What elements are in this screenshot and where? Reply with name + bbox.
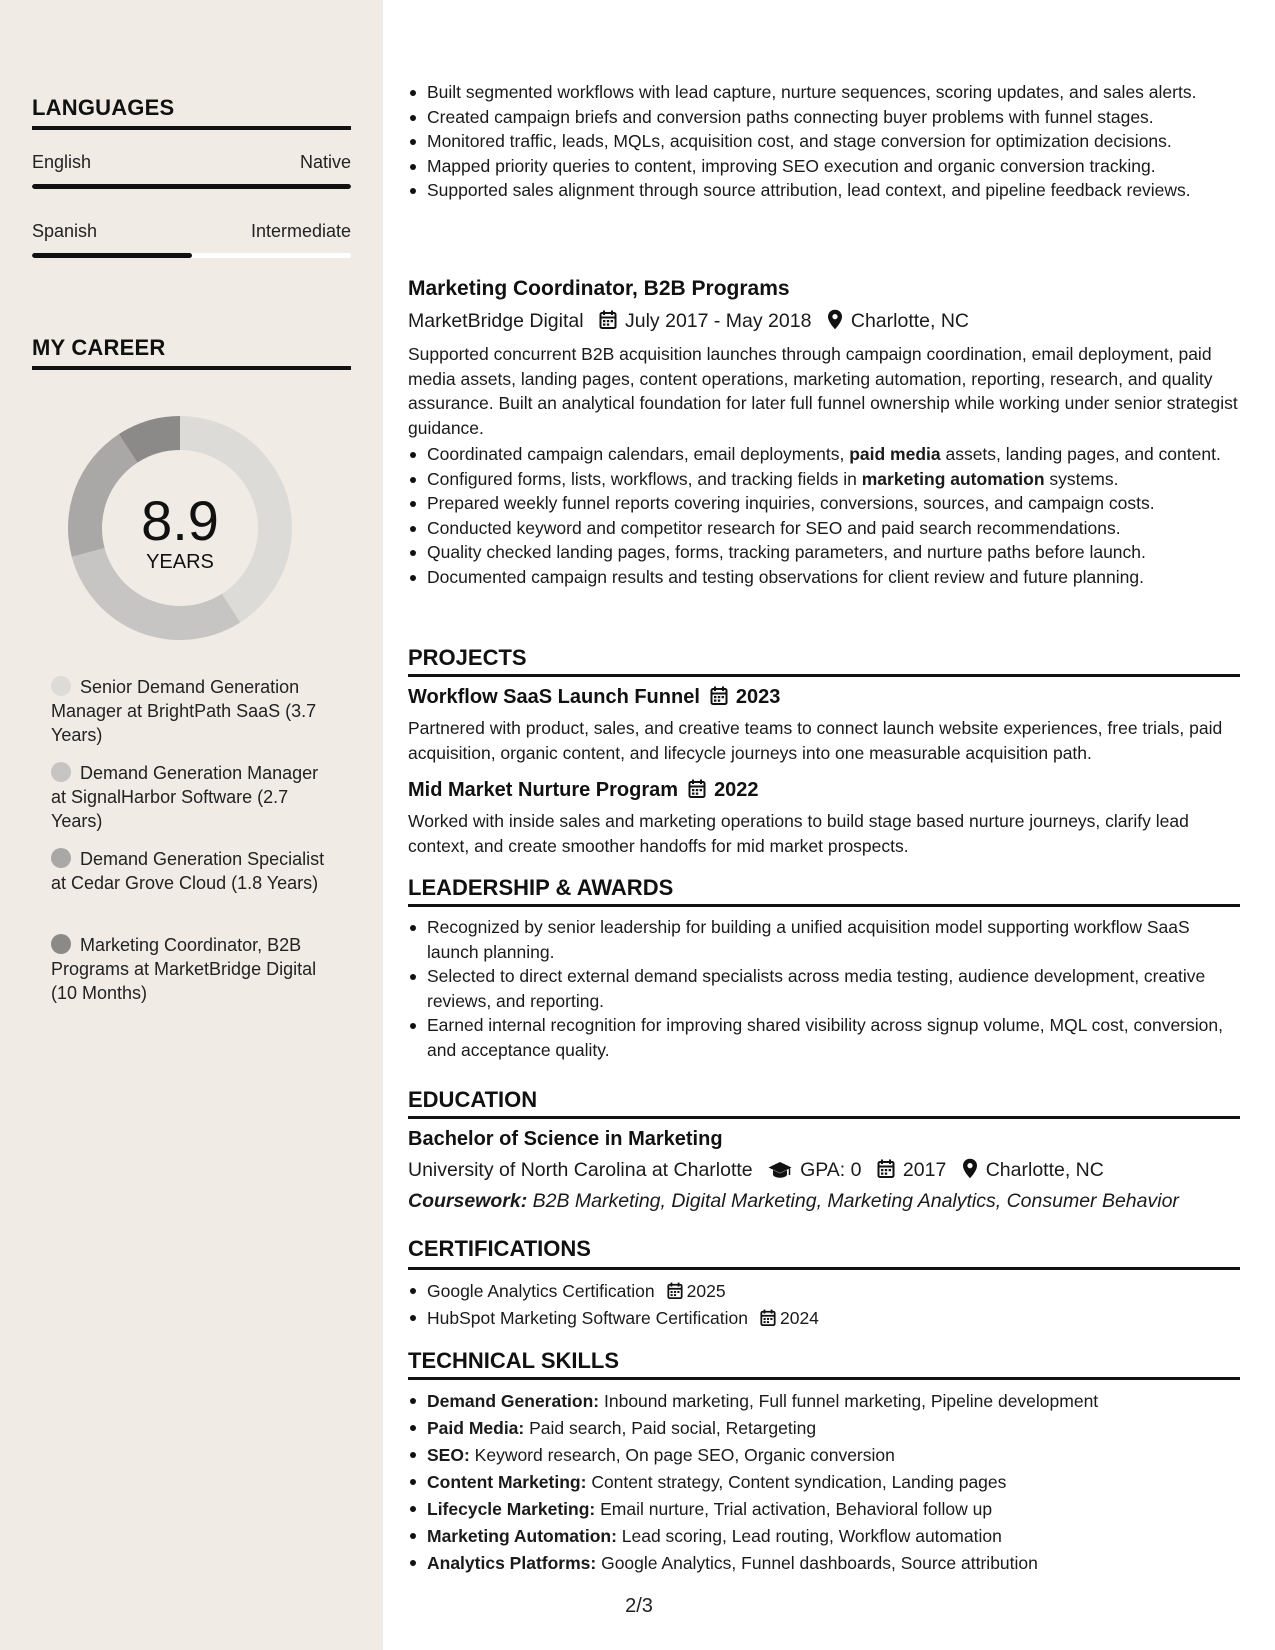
leadership-heading: LEADERSHIP & AWARDS xyxy=(408,875,674,900)
legend-swatch xyxy=(51,934,71,954)
language-proficiency-fill xyxy=(32,184,351,189)
education-heading: EDUCATION xyxy=(408,1087,538,1112)
certification-year: 2025 xyxy=(686,1281,726,1301)
career-donut-chart xyxy=(65,413,295,643)
skill-values: Keyword research, On page SEO, Organic conversion xyxy=(469,1445,895,1465)
project-year: 2023 xyxy=(735,686,781,708)
language-level: Intermediate xyxy=(250,221,351,241)
skill-category: Marketing Automation: xyxy=(427,1526,617,1546)
certification-item xyxy=(408,1278,1240,1305)
bullet-text: assets, landing pages, and content. xyxy=(940,444,1221,464)
education-degree: Bachelor of Science in Marketing xyxy=(408,1128,723,1150)
skill-category: Analytics Platforms: xyxy=(427,1553,597,1573)
calendar-icon xyxy=(877,1159,895,1179)
project-title: Mid Market Nurture Program xyxy=(408,779,679,801)
skill-values: Email nurture, Trial activation, Behavioral follow up xyxy=(595,1499,993,1519)
career-legend-item xyxy=(51,847,331,895)
job-title: Marketing Coordinator, B2B Programs xyxy=(408,277,790,300)
bullet-text: Coordinated campaign calendars, email deployments, xyxy=(427,444,850,464)
skill-category: Content Marketing: xyxy=(427,1472,587,1492)
location-pin-icon xyxy=(962,1158,978,1179)
legend-label: Demand Generation Specialist at Cedar Grove Cloud (1.8 Years) xyxy=(51,849,325,893)
project-title: Workflow SaaS Launch Funnel xyxy=(408,686,700,708)
legend-swatch xyxy=(51,848,71,868)
coursework-list: B2B Marketing, Digital Marketing, Marketing Analytics, Consumer Behavior xyxy=(527,1190,1179,1212)
skill-values: Paid search, Paid social, Retargeting xyxy=(524,1418,817,1438)
project-year: 2022 xyxy=(714,779,759,801)
skill-item xyxy=(408,1550,1240,1577)
bullet-item: Selected to direct external demand specialists across media testing, audience development, creative reviews, and reporting. xyxy=(408,964,1240,1013)
leadership-bullets xyxy=(408,915,1240,1062)
job-dates: July 2017 - May 2018 xyxy=(625,310,812,332)
calendar-icon xyxy=(710,686,728,706)
bullet-keyword: marketing automation xyxy=(861,468,1045,489)
language-name: Spanish xyxy=(32,221,98,241)
skill-item xyxy=(408,1523,1240,1550)
previous-job-bullets xyxy=(408,80,1240,203)
career-total-years: 8.9 xyxy=(141,489,219,552)
graduation-cap-icon xyxy=(768,1161,792,1179)
education-location: Charlotte, NC xyxy=(985,1159,1104,1181)
bullet-item: Prepared weekly funnel reports covering inquiries, conversions, sources, and campaign costs. xyxy=(408,491,1240,516)
certification-year: 2024 xyxy=(779,1308,819,1328)
skill-category: Demand Generation: xyxy=(427,1391,600,1411)
sidebar xyxy=(0,0,383,1650)
skill-values: Lead scoring, Lead routing, Workflow automation xyxy=(616,1526,1002,1546)
calendar-icon xyxy=(599,310,617,330)
skill-values: Inbound marketing, Full funnel marketing, Pipeline development xyxy=(599,1391,1099,1411)
language-level: Native xyxy=(299,152,351,172)
skill-values: Google Analytics, Funnel dashboards, Source attribution xyxy=(596,1553,1038,1573)
bullet-item xyxy=(408,467,1240,492)
bullet-item: Quality checked landing pages, forms, tracking parameters, and nurture paths before launch. xyxy=(408,540,1240,565)
career-heading: MY CAREER xyxy=(32,335,166,360)
career-legend-item xyxy=(51,761,331,833)
bullet-item: Mapped priority queries to content, improving SEO execution and organic conversion tracking. xyxy=(408,154,1240,179)
language-proficiency-bar xyxy=(32,184,351,189)
projects-heading-rule xyxy=(408,674,1240,677)
calendar-icon xyxy=(667,1282,683,1300)
job-bullets xyxy=(408,442,1240,589)
legend-swatch xyxy=(51,676,71,696)
education-gpa: GPA: 0 xyxy=(800,1159,862,1181)
coursework-label: Coursework: xyxy=(408,1190,528,1212)
bullet-item: Created campaign briefs and conversion paths connecting buyer problems with funnel stages. xyxy=(408,105,1240,130)
bullet-keyword: paid media xyxy=(849,444,941,464)
languages-heading: LANGUAGES xyxy=(32,95,175,120)
bullet-item: Conducted keyword and competitor research for SEO and paid search recommendations. xyxy=(408,516,1240,541)
education-meta xyxy=(408,1158,1240,1182)
skills-list xyxy=(408,1388,1240,1577)
languages-heading-rule xyxy=(32,126,351,130)
skill-item xyxy=(408,1388,1240,1415)
location-pin-icon xyxy=(827,309,843,330)
project-title-row xyxy=(408,779,1240,802)
certification-name: HubSpot Marketing Software Certification xyxy=(427,1308,748,1328)
bullet-item: Supported sales alignment through source attribution, lead context, and pipeline feedback reviews. xyxy=(408,178,1240,203)
project-title-row xyxy=(408,686,1240,709)
education-coursework xyxy=(408,1190,1240,1213)
job-summary: Supported concurrent B2B acquisition launches through campaign coordination, email deployment, paid media assets, landing pages, content operations, marketing automation, reporting, research, and quality assurance. Built an analytical foundation for later full funnel ownership while working under senior strategist guidance. xyxy=(408,344,1238,438)
bullet-item: Monitored traffic, leads, MQLs, acquisition cost, and stage conversion for optimization decisions. xyxy=(408,129,1240,154)
job-meta xyxy=(408,309,1240,333)
job-location: Charlotte, NC xyxy=(850,310,969,332)
bullet-text: Configured forms, lists, workflows, and tracking fields in xyxy=(427,468,862,489)
language-name: English xyxy=(32,152,92,172)
certifications-heading-rule xyxy=(408,1267,1240,1270)
certifications-heading: CERTIFICATIONS xyxy=(408,1236,591,1261)
language-proficiency-fill xyxy=(32,253,192,258)
education-heading-rule xyxy=(408,1116,1240,1119)
language-proficiency-bar xyxy=(32,253,351,258)
job-company: MarketBridge Digital xyxy=(408,310,584,332)
certification-name: Google Analytics Certification xyxy=(427,1281,655,1301)
legend-label: Marketing Coordinator, B2B Programs at MarketBridge Digital (10 Months) xyxy=(51,935,317,1003)
bullet-item: Recognized by senior leadership for building a unified acquisition model supporting workflow SaaS launch planning. xyxy=(408,915,1240,964)
certification-item xyxy=(408,1305,1240,1332)
skill-item xyxy=(408,1496,1240,1523)
skill-category: SEO: xyxy=(427,1445,470,1465)
career-legend-item xyxy=(51,675,331,747)
education-year: 2017 xyxy=(902,1159,947,1181)
skill-item xyxy=(408,1442,1240,1469)
legend-swatch xyxy=(51,762,71,782)
skill-item xyxy=(408,1469,1240,1496)
education-school: University of North Carolina at Charlotte xyxy=(408,1159,753,1181)
calendar-icon xyxy=(760,1309,776,1327)
bullet-item: Earned internal recognition for improving shared visibility across signup volume, MQL cost, conversion, and acceptance quality. xyxy=(408,1013,1240,1062)
calendar-icon xyxy=(688,779,706,799)
skills-heading: TECHNICAL SKILLS xyxy=(408,1348,620,1373)
project-description: Partnered with product, sales, and creative teams to connect launch website experiences, free trials, paid acquisition, organic content, and lifecycle journeys into one measurable acquisition path. xyxy=(408,718,1223,763)
legend-label: Demand Generation Manager at SignalHarbor Software (2.7 Years) xyxy=(51,763,319,831)
skill-values: Content strategy, Content syndication, Landing pages xyxy=(586,1472,1007,1492)
career-years-label: YEARS xyxy=(146,551,214,573)
career-legend-item xyxy=(51,933,331,1005)
career-heading-rule xyxy=(32,366,351,370)
certifications-list xyxy=(408,1278,1240,1332)
bullet-item: Built segmented workflows with lead capture, nurture sequences, scoring updates, and sales alerts. xyxy=(408,80,1240,105)
leadership-heading-rule xyxy=(408,904,1240,907)
project-description: Worked with inside sales and marketing operations to build stage based nurture journeys, clarify lead context, and create smoother handoffs for mid market prospects. xyxy=(408,811,1189,856)
projects-heading: PROJECTS xyxy=(408,645,527,670)
legend-label: Senior Demand Generation Manager at BrightPath SaaS (3.7 Years) xyxy=(51,677,317,745)
skill-item xyxy=(408,1415,1240,1442)
page-number: 2/3 xyxy=(625,1595,653,1617)
bullet-item: Documented campaign results and testing observations for client review and future planning. xyxy=(408,565,1240,590)
bullet-text: systems. xyxy=(1044,468,1119,489)
skills-heading-rule xyxy=(408,1377,1240,1380)
skill-category: Lifecycle Marketing: xyxy=(427,1499,596,1519)
skill-category: Paid Media: xyxy=(427,1418,525,1438)
bullet-item xyxy=(408,442,1240,467)
